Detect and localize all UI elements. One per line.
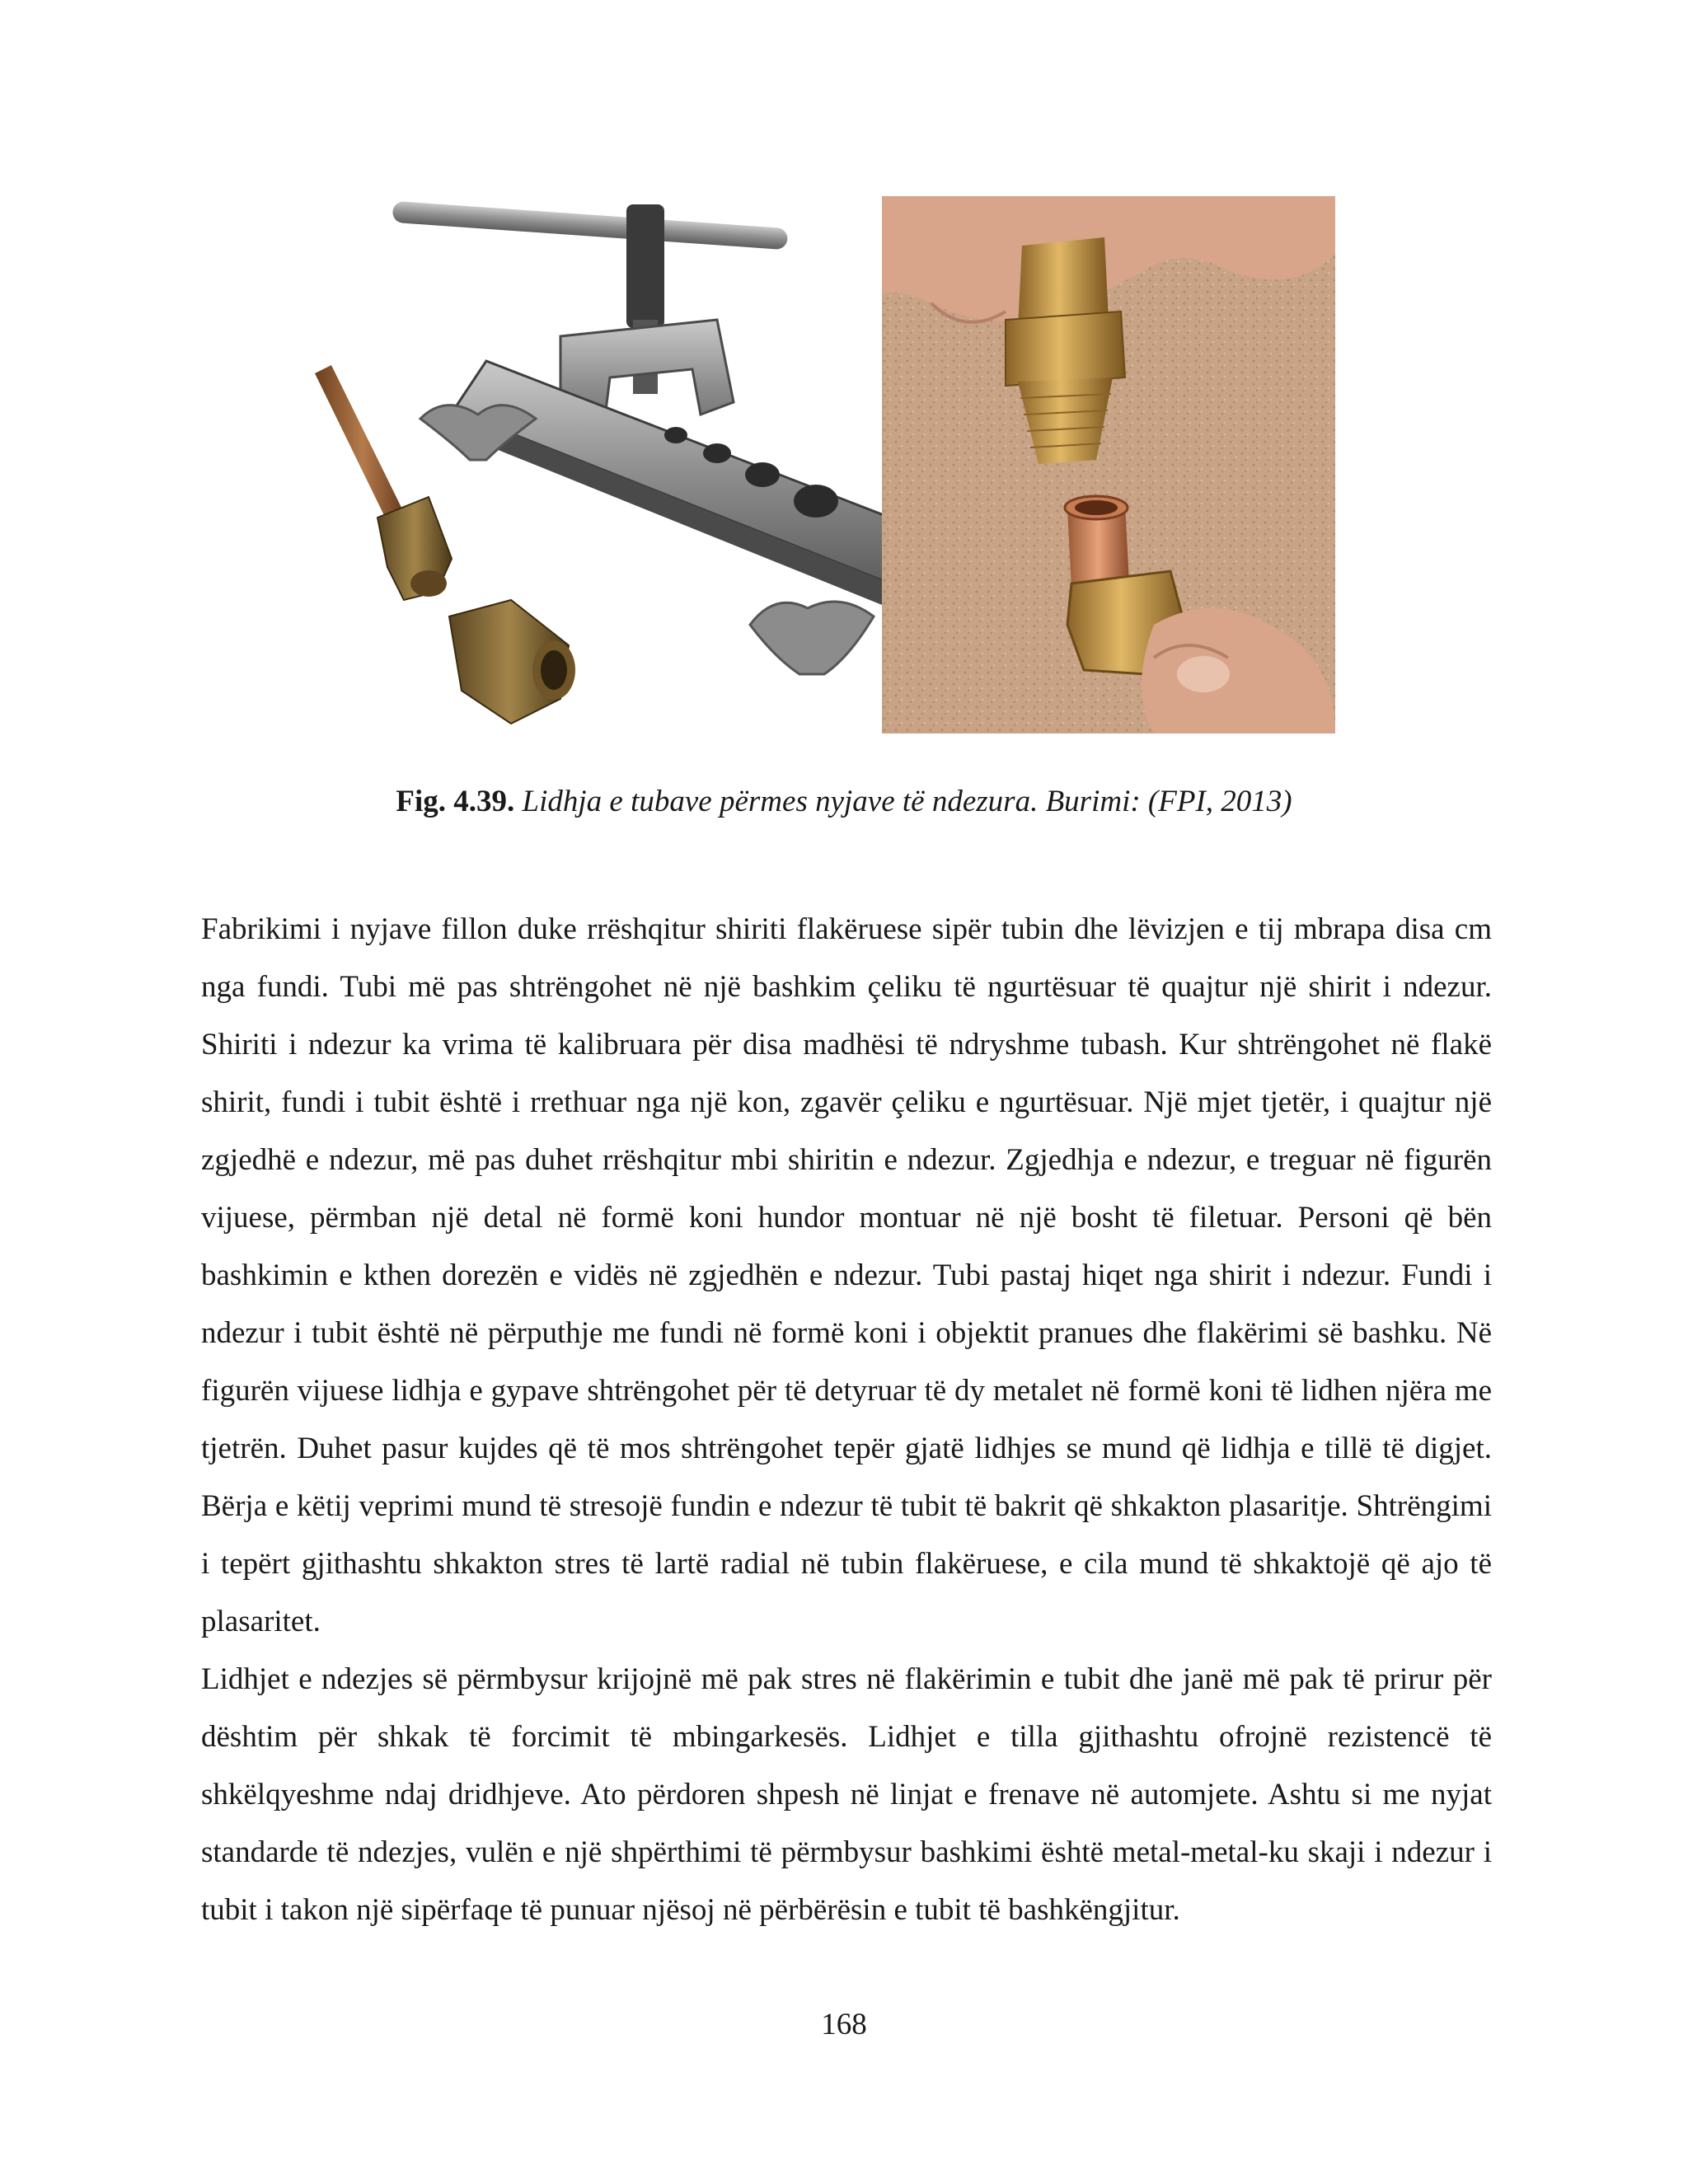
body-text [201,901,1492,1939]
figure-caption-text: Lidhja e tubave përmes nyjave të ndezura. Burimi: (FPI, 2013) [522,785,1292,818]
flare-fitting-photo [882,196,1335,733]
paragraph-1: Fabrikimi i nyjave fillon duke rrëshqitur shiriti flakëruese sipër tubin dhe lëvizjen e tij mbrapa disa cm nga fundi. Tubi më pas shtrëngohet në një bashkim çeliku të ngurtësuar të quajtur një shirit i ndezur. Shiriti i ndezur ka vrima të kalibruara për disa madhësi të ndryshme tubash. Kur shtrëngohet në flakë shirit, fundi i tubit është i rrethuar nga një kon, zgavër çeliku e ngurtësuar. Një mjet tjetër, i quajtur një zgjedhë e ndezur, më pas duhet rrëshqitur mbi shiritin e ndezur. Zgjedhja e ndezur, e treguar në figurën vijuese, përmban një detal në formë koni hundor montuar në një bosht të filetuar. Personi që bën bashkimin e kthen dorezën e vidës në zgjedhën e ndezur. Tubi pastaj hiqet nga shirit i ndezur. Fundi i ndezur i tubit është në përputhje me fundi në formë koni i objektit pranues dhe flakërimi së bashku. Në figurën vijuese lidhja e gypave shtrëngohet për të detyruar të dy metalet në formë koni të lidhen njëra me tjetrën. Duhet pasur kujdes që të mos shtrëngohet tepër gjatë lidhjes se mund që lidhja e tillë të digjet. Bërja e këtij veprimi mund të stresojë fundin e ndezur të tubit të bakrit që shkakton plasaritje. Shtrëngimi i tepërt gjithashtu shkakton stres të lartë radial në tubin flakëruese, e cila mund të shkaktojë që ajo të plasaritet. [201,912,1492,1638]
paragraph-2: Lidhjet e ndezjes së përmbysur krijojnë më pak stres në flakërimin e tubit dhe janë më pak të prirur për dështim për shkak të forcimit të mbingarkesës. Lidhjet e tilla gjithashtu ofrojnë rezistencë të shkëlqyeshme ndaj dridhjeve. Ato përdoren shpesh në linjat e frenave në automjete. Ashtu si me nyjat standarde të ndezjes, vulën e një shpërthimi të përmbysur bashkimi është metal-metal-ku skaji i ndezur i tubit i takon një sipërfaqe të punuar njësoj në përbërësin e tubit të bashkëngjitur. [201,1662,1492,1927]
page-number: 168 [821,2008,867,2041]
figure [313,196,1335,733]
figure-caption [0,780,1688,824]
flaring-tool-photo [313,196,882,740]
flared-copper-tube [1065,496,1129,588]
figure-label: Fig. 4.39. [396,785,515,818]
